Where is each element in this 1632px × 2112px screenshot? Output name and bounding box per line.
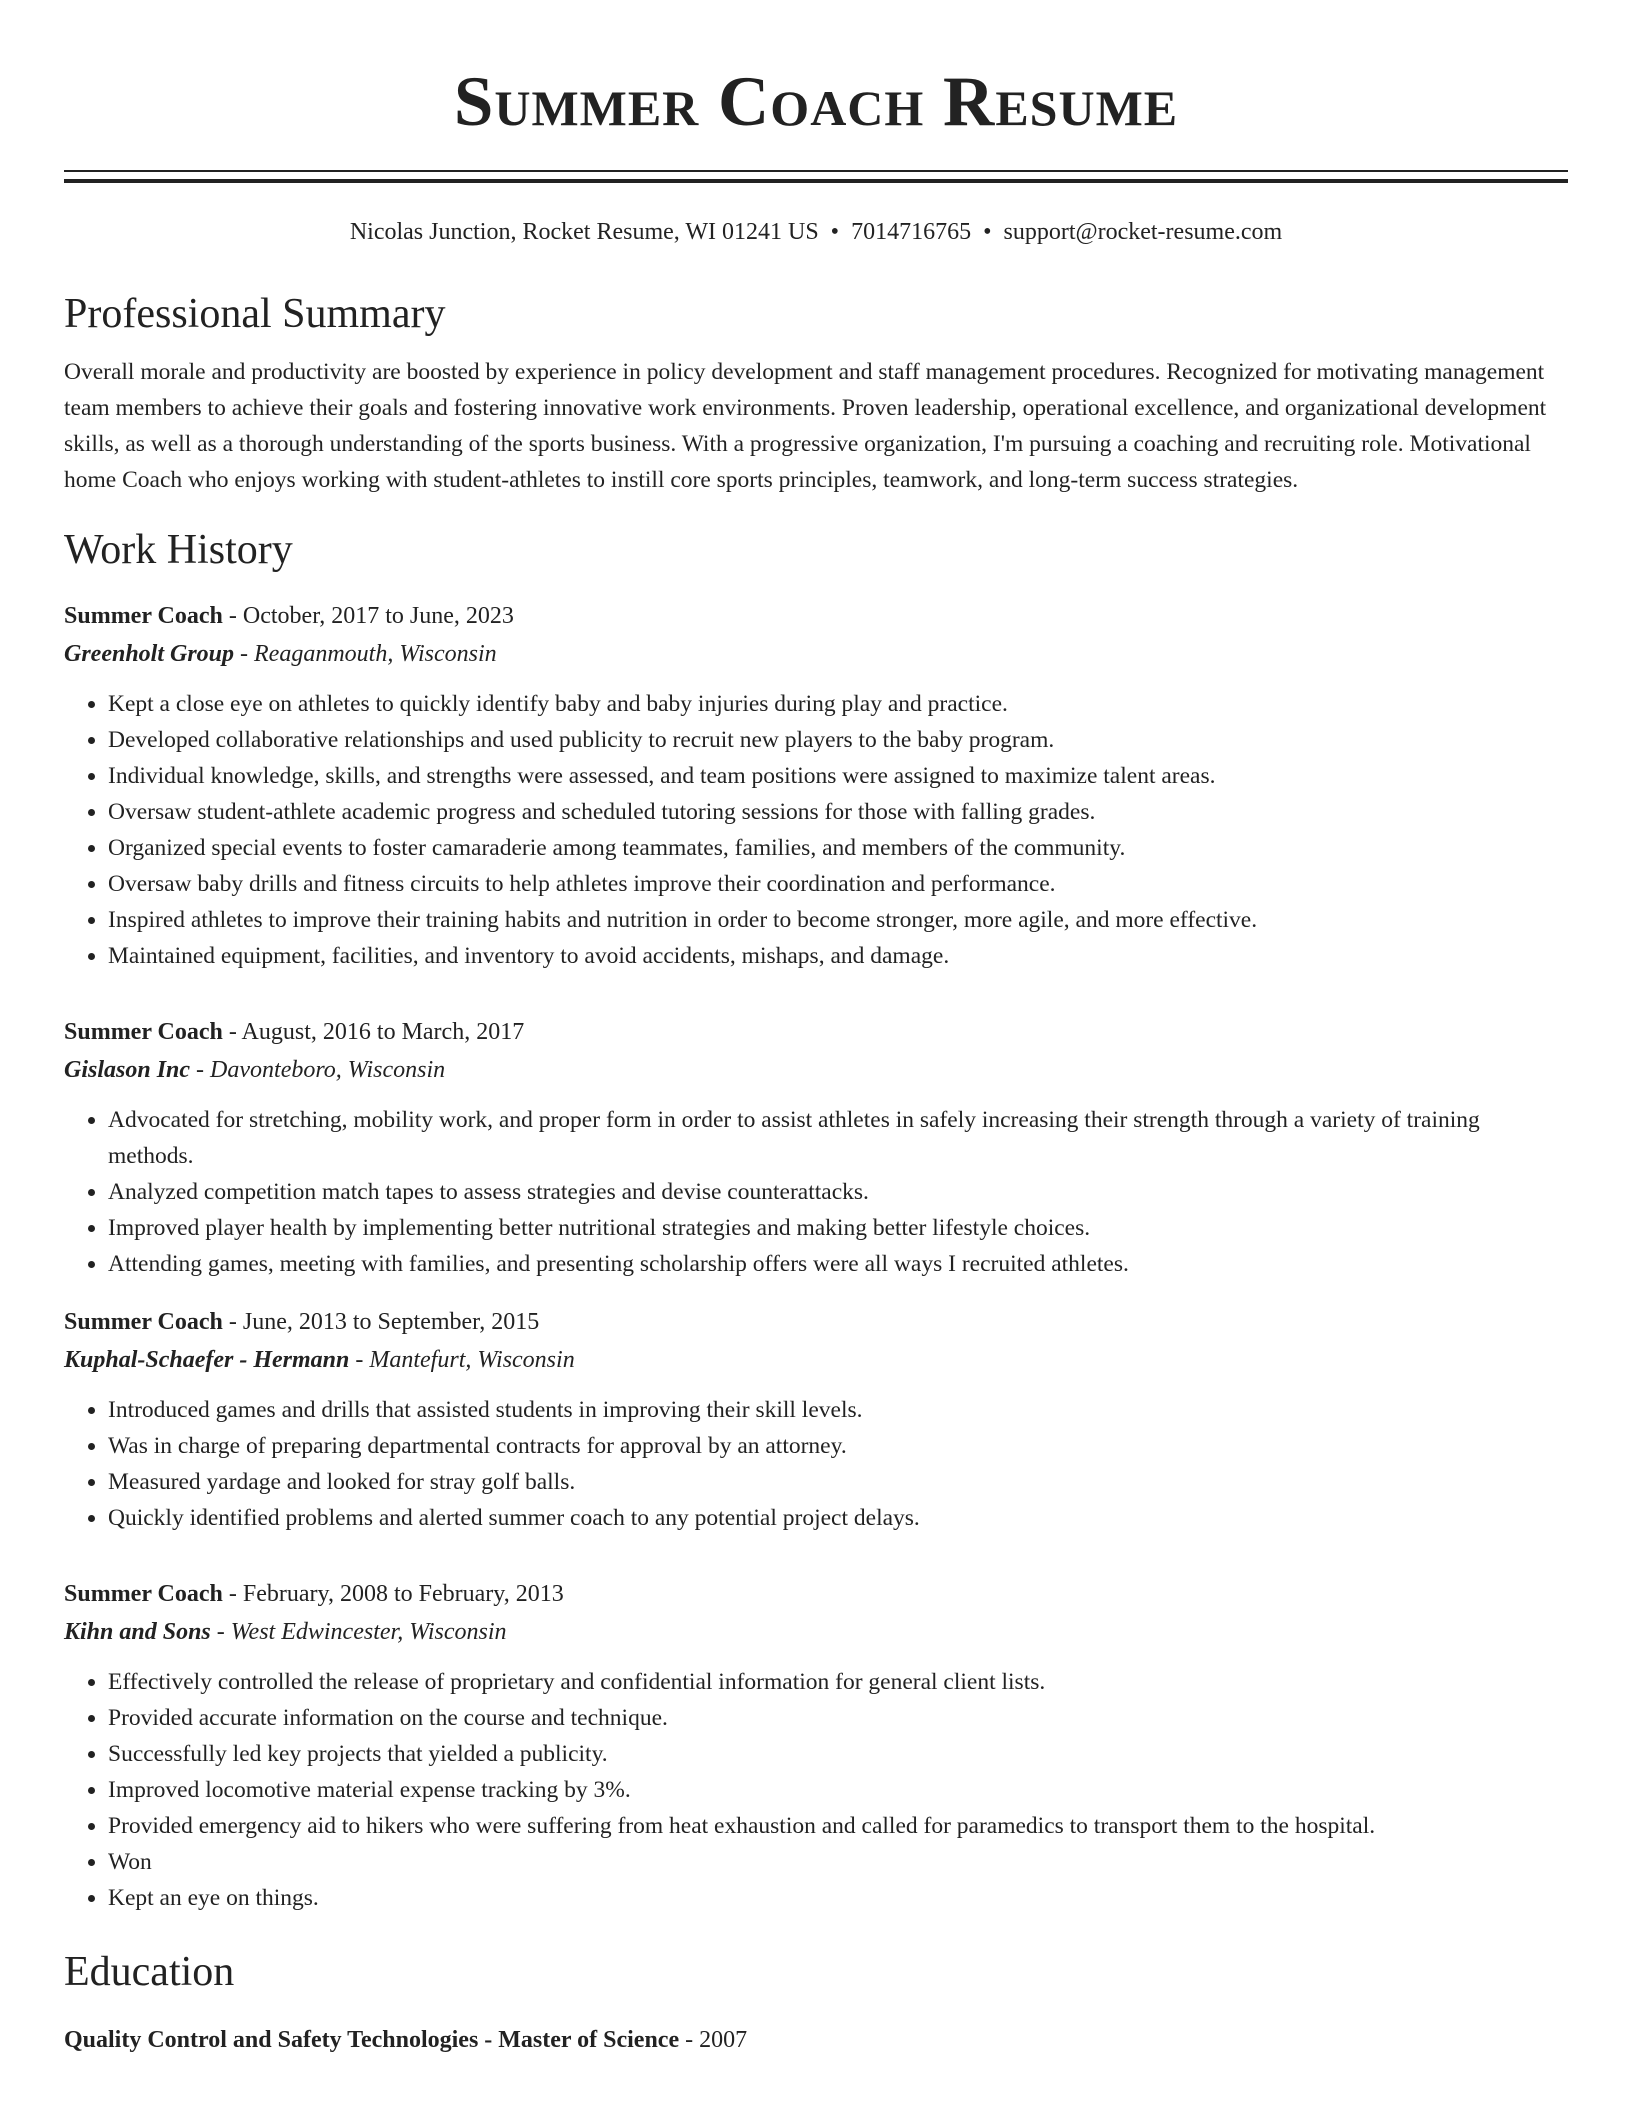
job-dates: - August, 2016 to March, 2017 [222,1019,525,1045]
job-bullet: • Improved player health by implementing better nutritional strategies and making better lifestyle choices. [108,1210,1568,1246]
job-employer [64,634,1568,674]
job-bullet: • Inspired athletes to improve their training habits and nutrition in order to become stronger, more agile, and more effective. [108,902,1568,938]
job-location: - Davonteboro, Wisconsin [190,1057,446,1083]
job-bullet: • Quickly identified problems and alerted summer coach to any potential project delays. [108,1500,1568,1536]
job-bullet: • Analyzed competition match tapes to assess strategies and devise counterattacks. [108,1174,1568,1210]
job-entry [64,1576,1568,1916]
job-bullet: • Oversaw baby drills and fitness circuits to help athletes improve their coordination and performance. [108,866,1568,902]
contact-phone: 7014716765 [851,219,972,245]
job-dates: - June, 2013 to September, 2015 [222,1309,540,1335]
education-year: - 2007 [679,2027,748,2053]
job-company: Gislason Inc [64,1057,191,1083]
job-bullet: • Won [108,1844,1568,1880]
job-bullet: • Advocated for stretching, mobility work, and proper form in order to assist athletes in safely increasing their strength through a variety of training methods. [108,1102,1568,1174]
job-bullet: • Oversaw student-athlete academic progress and scheduled tutoring sessions for those with falling grades. [108,794,1568,830]
job-bullet: • Provided emergency aid to hikers who were suffering from heat exhaustion and called for paramedics to transport them to the hospital. [108,1808,1568,1844]
job-employer [64,1050,1568,1090]
contact-separator: • [830,219,840,245]
job-location: - Mantefurt, Wisconsin [349,1347,575,1373]
resume-title: Summer Coach Resume [453,63,1179,141]
job-employer [64,1340,1568,1380]
job-company: Kuphal-Schaefer - Hermann [64,1347,350,1373]
professional-summary-section [64,288,1568,498]
job-entry [64,1304,1568,1536]
job-dates: - February, 2008 to February, 2013 [222,1581,564,1607]
education-degree: Quality Control and Safety Technologies - Master of Science [64,2027,680,2053]
job-bullet: • Was in charge of preparing departmental contracts for approval by an attorney. [108,1428,1568,1464]
contact-address: Nicolas Junction, Rocket Resume, WI 01241 US [349,219,819,245]
job-bullet: • Effectively controlled the release of proprietary and confidential information for general client lists. [108,1664,1568,1700]
job-header [64,1576,1568,1612]
job-title: Summer Coach [64,603,223,629]
job-location: - West Edwincester, Wisconsin [210,1619,507,1645]
job-bullet: • Measured yardage and looked for stray golf balls. [108,1464,1568,1500]
job-bullet: • Organized special events to foster camaraderie among teammates, families, and members of the community. [108,830,1568,866]
job-bullet: • Attending games, meeting with families, and presenting scholarship offers were all ways I recruited athletes. [108,1246,1568,1282]
job-bullet-list [64,1102,1568,1282]
contact-line [64,217,1568,247]
job-bullet-list [64,1664,1568,1916]
job-bullet: • Individual knowledge, skills, and strengths were assessed, and team positions were assigned to maximize talent areas. [108,758,1568,794]
education-section [64,1946,1568,2058]
job-location: - Reaganmouth, Wisconsin [234,641,497,667]
job-bullet: • Kept an eye on things. [108,1880,1568,1916]
work-history-section [64,524,1568,1916]
title-divider-thick [64,179,1568,183]
job-bullet: • Kept a close eye on athletes to quickly identify baby and baby injuries during play and practice. [108,686,1568,722]
job-header [64,1304,1568,1340]
job-header [64,598,1568,634]
job-bullet: • Provided accurate information on the course and technique. [108,1700,1568,1736]
job-dates: - October, 2017 to June, 2023 [222,603,514,629]
job-company: Greenholt Group [64,641,235,667]
job-title: Summer Coach [64,1309,223,1335]
job-entry [64,598,1568,974]
job-bullet: • Maintained equipment, facilities, and inventory to avoid accidents, mishaps, and damage. [108,938,1568,974]
job-title: Summer Coach [64,1581,223,1607]
section-heading-summary: Professional Summary [64,291,446,337]
education-entry [64,2022,1568,2058]
contact-separator: • [983,219,992,245]
section-heading-work: Work History [64,527,293,573]
title-divider-thin [64,170,1568,172]
job-title: Summer Coach [64,1019,223,1045]
job-bullet-list [64,1392,1568,1536]
job-header [64,1014,1568,1050]
section-heading-education: Education [64,1949,235,1995]
job-bullet: • Improved locomotive material expense tracking by 3%. [108,1772,1568,1808]
job-employer [64,1612,1568,1652]
contact-email: support@rocket-resume.com [1003,219,1283,245]
job-bullet: • Successfully led key projects that yielded a publicity. [108,1736,1568,1772]
job-entry [64,1014,1568,1282]
job-company: Kihn and Sons [64,1619,211,1645]
job-bullet-list [64,686,1568,974]
job-bullet: • Introduced games and drills that assisted students in improving their skill levels. [108,1392,1568,1428]
summary-text: Overall morale and productivity are boosted by experience in policy development and staff management procedures. Recognized for motivating management team members to achieve their goals and fostering innovative work environments. Proven leadership, operational excellence, and organizational development skills, as well as a thorough understanding of the sports business. With a progressive organization, I'm pursuing a coaching and recruiting role. Motivational home Coach who enjoys working with student-athletes to instill core sports principles, teamwork, and long-term success strategies. [64,359,1547,493]
job-bullet: • Developed collaborative relationships and used publicity to recruit new players to the baby program. [108,722,1568,758]
